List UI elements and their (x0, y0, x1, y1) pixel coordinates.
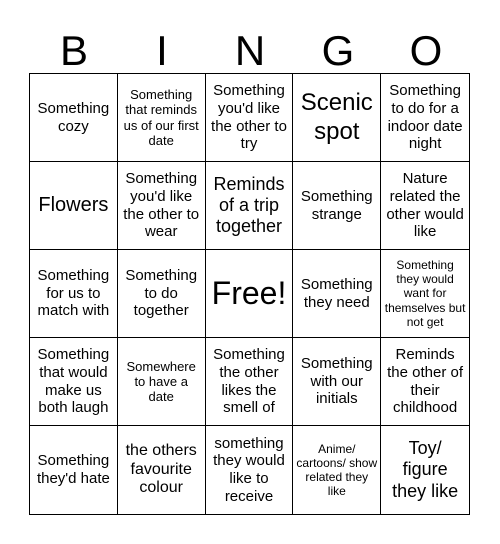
bingo-cell[interactable] (206, 74, 294, 162)
cell-text: Something cozy (37, 99, 110, 135)
bingo-board (29, 73, 470, 515)
bingo-cell[interactable] (206, 162, 294, 250)
cell-text: Something they need (300, 275, 373, 311)
cell-text: Something that reminds us of our first date (123, 86, 199, 148)
bingo-cell[interactable] (293, 250, 381, 338)
cell-text: Something they would want for themselves but not get (384, 258, 466, 329)
cell-text: Something they'd hate (36, 452, 110, 487)
cell-text: Something for us to match with (37, 266, 110, 320)
bingo-cell[interactable] (30, 426, 118, 514)
cell-text: the others favourite colour (125, 441, 197, 497)
cell-text: Something with our initials (300, 354, 373, 408)
bingo-cell[interactable] (30, 162, 118, 250)
cell-text: Scenic spot (300, 89, 373, 145)
bingo-cell[interactable] (381, 250, 469, 338)
bingo-cell[interactable] (293, 426, 381, 514)
cell-text: Something to do together (125, 266, 198, 320)
header-letter-i: I (156, 27, 168, 74)
cell-text: Reminds the other of their childhood (387, 346, 464, 417)
bingo-cell[interactable] (381, 162, 469, 250)
bingo-cell[interactable] (30, 250, 118, 338)
cell-text: Free! (211, 274, 287, 311)
bingo-cell[interactable] (30, 74, 118, 162)
cell-text: something they would like to receive (213, 434, 285, 505)
cell-text: Something you'd like the other to wear (123, 170, 200, 241)
bingo-cell[interactable] (118, 74, 206, 162)
bingo-cell[interactable] (381, 426, 469, 514)
free-space-cell[interactable] (206, 250, 294, 338)
header-letter-g: G (321, 27, 355, 74)
cell-text: Something you'd like the other to try (211, 82, 287, 153)
cell-text: Something strange (300, 187, 373, 223)
header-letter-b: B (59, 27, 88, 74)
bingo-cell[interactable] (30, 338, 118, 426)
cell-text: Reminds of a trip together (213, 173, 285, 237)
bingo-cell[interactable] (381, 338, 469, 426)
cell-text: Somewhere to have a date (126, 358, 196, 405)
cell-text: Something to do for a indoor date night (387, 82, 463, 153)
bingo-cell[interactable] (118, 426, 206, 514)
bingo-cell[interactable] (293, 338, 381, 426)
bingo-cell[interactable] (118, 162, 206, 250)
bingo-cell[interactable] (118, 250, 206, 338)
bingo-header (30, 28, 470, 74)
bingo-cell[interactable] (293, 74, 381, 162)
cell-text: Something that would make us both laugh (37, 346, 110, 417)
header-letter-n: N (234, 27, 266, 74)
bingo-cell[interactable] (206, 338, 294, 426)
bingo-cell[interactable] (381, 74, 469, 162)
cell-text: Toy/ figure they like (392, 438, 459, 501)
cell-text: Nature related the other would like (386, 170, 464, 241)
cell-text: Flowers (38, 193, 109, 216)
bingo-cell[interactable] (206, 426, 294, 514)
bingo-cell[interactable] (118, 338, 206, 426)
cell-text: Anime/ cartoons/ show related they like (296, 441, 378, 499)
cell-text: Something the other likes the smell of (213, 346, 285, 417)
bingo-cell[interactable] (293, 162, 381, 250)
header-letter-o: O (409, 27, 443, 74)
